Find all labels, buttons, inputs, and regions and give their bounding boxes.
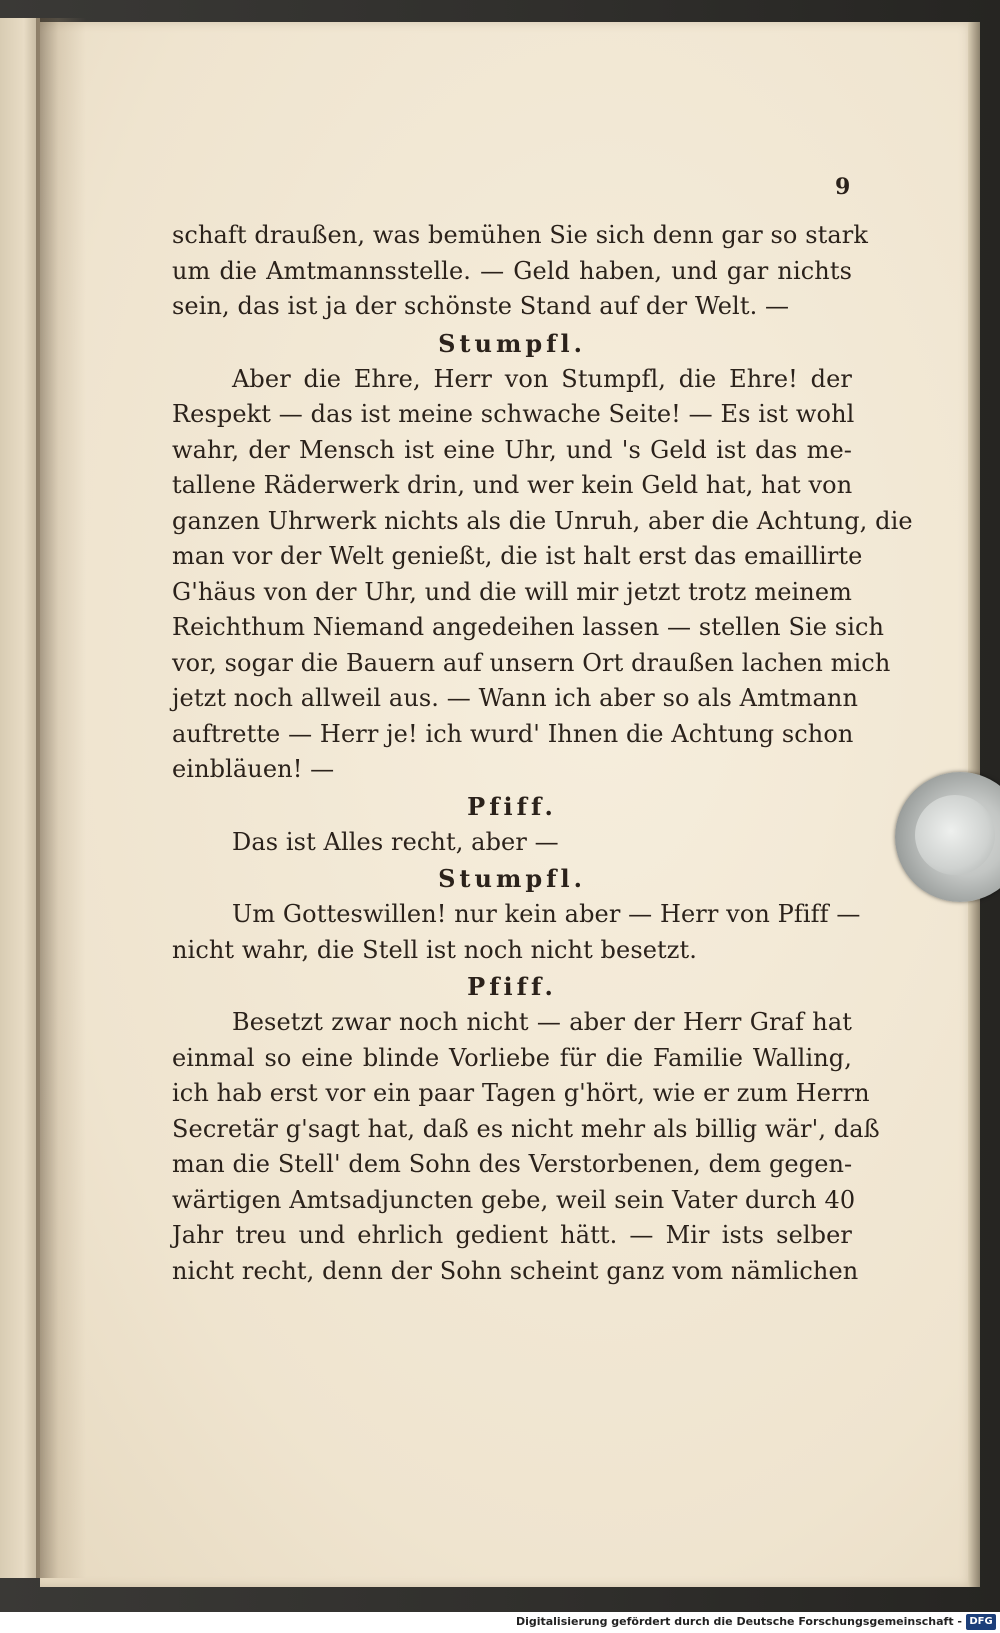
page-clip-lens [915, 795, 995, 875]
text-line: wahr, der Mensch ist eine Uhr, und 's Geld ist das me- [172, 435, 852, 464]
text-line: tallene Räderwerk drin, und wer kein Geld hat, hat von [172, 471, 853, 499]
text-line: Aber die Ehre, Herr von Stumpfl, die Ehre! der [232, 364, 852, 393]
text-line: wärtigen Amtsadjuncten gebe, weil sein Vater durch 40 [172, 1185, 856, 1214]
page-text [172, 218, 913, 1289]
speaker-heading: Stumpfl. [438, 864, 586, 893]
text-line: Besetzt zwar noch nicht — aber der Herr Graf hat [232, 1008, 852, 1036]
text-line: vor, sogar die Bauern auf unsern Ort draußen lachen mich [172, 648, 891, 677]
speaker-heading: Pfiff. [467, 972, 557, 1001]
text-line: Reichthum Niemand angedeihen lassen — stellen Sie sich [172, 613, 885, 641]
page-number: 9 [835, 174, 851, 200]
text-block-1 [172, 218, 868, 325]
footer-credit: Digitalisierung gefördert durch die Deutsche Forschungsgemeinschaft - [515, 1615, 962, 1628]
text-line: man die Stell' dem Sohn des Verstorbenen, dem gegen- [172, 1150, 853, 1178]
text-block-5 [172, 1005, 880, 1289]
text-line: ich hab erst vor ein paar Tagen g'hört, wie er zum Herrn [172, 1079, 870, 1107]
text-line: Respekt — das ist meine schwache Seite! — Es ist wohl [172, 400, 855, 428]
text-block-2 [172, 362, 913, 788]
speaker-heading: Pfiff. [467, 791, 557, 821]
text-line: nicht wahr, die Stell ist noch nicht besetzt. [172, 935, 697, 964]
text-line: Jahr treu und ehrlich gedient hätt. — Mir ists selber [172, 1221, 852, 1249]
text-line: einbläuen! — [172, 755, 335, 783]
text-line: jetzt noch allweil aus. — Wann ich aber so als Amtmann [172, 684, 859, 712]
text-line: einmal so eine blinde Vorliebe für die Familie Walling, [172, 1043, 852, 1072]
text-line: ganzen Uhrwerk nichts als die Unruh, aber die Achtung, die [172, 506, 913, 535]
text-line: auftrette — Herr je! ich wurd' Ihnen die Achtung schon [172, 719, 854, 748]
text-line: schaft draußen, was bemühen Sie sich denn gar so stark [172, 221, 868, 249]
speaker-heading: Stumpfl. [438, 328, 586, 358]
footer-bar [0, 1612, 1000, 1633]
text-line: sein, das ist ja der schönste Stand auf der Welt. — [172, 292, 790, 320]
text-line: um die Amtmannsstelle. — Geld haben, und gar nichts [172, 256, 852, 285]
text-line: Das ist Alles recht, aber — [232, 827, 559, 856]
text-line: man vor der Welt genießt, die ist halt erst das emaillirte [172, 542, 863, 570]
text-block-4 [172, 897, 861, 968]
text-line: G'häus von der Uhr, und die will mir jetzt trotz meinem [172, 577, 852, 606]
text-line: Secretär g'sagt hat, daß es nicht mehr als billig wär', daß [172, 1114, 880, 1143]
text-line: nicht recht, denn der Sohn scheint ganz vom nämlichen [172, 1256, 859, 1285]
text-line: Um Gotteswillen! nur kein aber — Herr von Pfiff — [232, 900, 861, 928]
dfg-logo: DFG [966, 1614, 996, 1630]
adjacent-page-edge [0, 18, 40, 1578]
spine-shadow [36, 18, 86, 1578]
text-block-3 [172, 825, 852, 861]
